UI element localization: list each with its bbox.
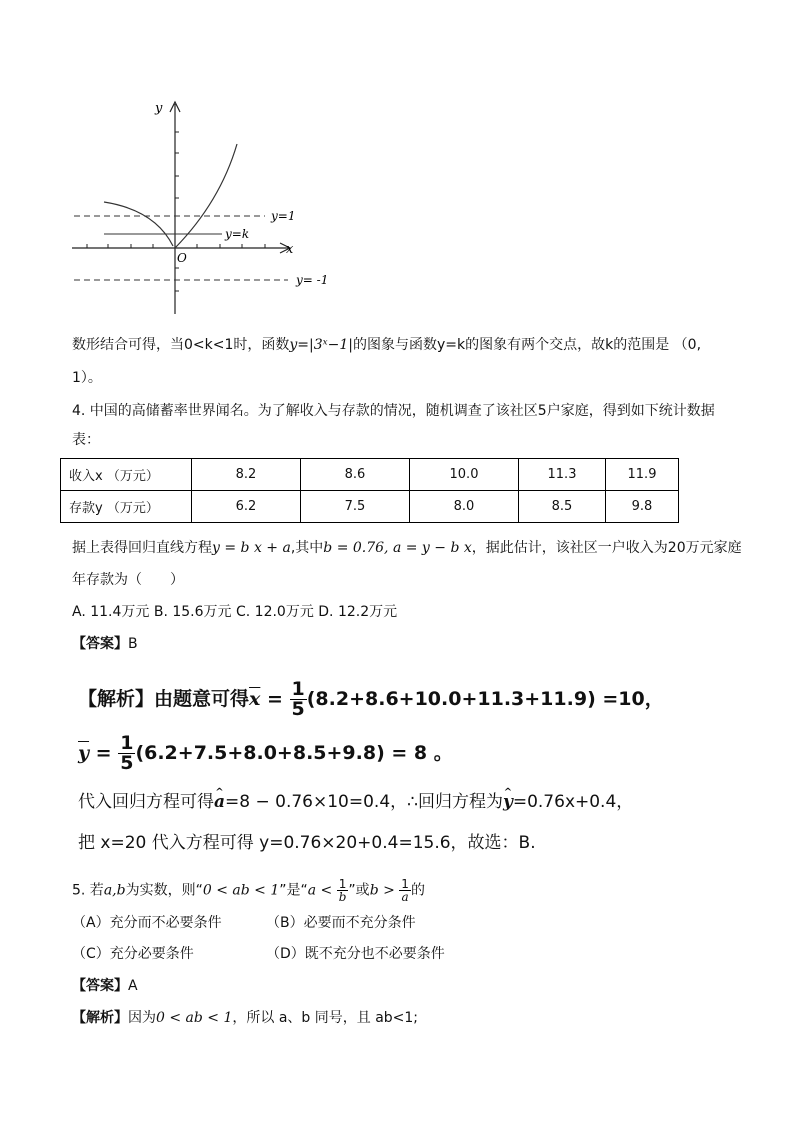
table-cell: 7.5 bbox=[301, 491, 410, 523]
q5-answer bbox=[72, 976, 138, 996]
x-bar: $\overline{x}$ bbox=[249, 688, 261, 710]
fraction-one-fifth: $\frac{1}{5}$ bbox=[291, 678, 305, 720]
q5-stem-c: 0 < ab < 1 bbox=[202, 882, 280, 899]
solution-eq-3: =8 − 0.76×10=0.4，∴回归方程为 bbox=[225, 792, 503, 812]
curve-left-branch bbox=[104, 202, 173, 246]
regression-equation: y = b x + a bbox=[212, 540, 291, 556]
q4-stem-line-2: 表： bbox=[72, 432, 100, 448]
solution-label: 【解析】 bbox=[72, 1010, 128, 1026]
table-cell: 9.8 bbox=[606, 491, 679, 523]
y-hat: ^ y bbox=[503, 792, 513, 812]
option-B: （B）必要而不充分条件 bbox=[266, 915, 416, 931]
label-y-equals-k: y=k bbox=[225, 227, 250, 241]
table-cell: 8.2 bbox=[192, 459, 301, 491]
coefficient-equation: b = 0.76, a = y − b x bbox=[323, 540, 472, 556]
answer-label: 【答案】 bbox=[72, 636, 128, 652]
q4-solution-line-4: 把 x=20 代入方程可得 y=0.76×20+0.4=15.6，故选：B. bbox=[78, 833, 536, 853]
q4-text-d: 年存款为（ ） bbox=[72, 572, 184, 588]
option-C: （C）充分必要条件 bbox=[72, 946, 194, 962]
q4-stem-line-1: 4. 中国的高储蓄率世界闻名。为了解收入与存款的情况，随机调查了该社区5户家庭，得到如下统计数据 bbox=[72, 403, 715, 419]
table-row-savings bbox=[61, 491, 679, 523]
q4-text-c: ，据此估计，该社区一户收入为20万元家庭 bbox=[471, 540, 742, 556]
q5-stem-e: a < bbox=[307, 882, 333, 899]
solution-text-3: 代入回归方程可得 bbox=[78, 792, 214, 812]
q4-answer bbox=[72, 634, 138, 654]
y-bar: $\overline{y}$ bbox=[78, 742, 90, 764]
q5-sol-b: 0 < ab < 1 bbox=[156, 1010, 233, 1026]
table-cell: 8.6 bbox=[301, 459, 410, 491]
option-A: （A）充分而不必要条件 bbox=[72, 915, 222, 931]
label-y-equals-neg1: y= -1 bbox=[296, 273, 329, 287]
q5-sol-c: ，所以 a、b 同号，且 ab<1; bbox=[232, 1010, 419, 1026]
q4-text-a: 据上表得回归直线方程 bbox=[72, 540, 212, 556]
q5-options-row-2 bbox=[72, 944, 445, 964]
q5-solution bbox=[72, 1008, 418, 1028]
table-cell: 8.0 bbox=[410, 491, 519, 523]
q5-stem-a: 5. 若 bbox=[72, 882, 104, 899]
conclusion-text-a: 数形结合可得，当0<k<1时，函数 bbox=[72, 337, 290, 353]
conclusion-text-c: 1）。 bbox=[72, 370, 102, 386]
option-D: （D）既不充分也不必要条件 bbox=[266, 946, 445, 962]
q4-regression-line bbox=[72, 538, 742, 558]
table-cell: 6.2 bbox=[192, 491, 301, 523]
q4-options: A. 11.4万元 B. 15.6万元 C. 12.0万元 D. 12.2万元 bbox=[72, 604, 398, 620]
row-label-income: 收入x （万元） bbox=[61, 459, 192, 491]
q4-solution-line-1: 【解析】由题意可得$\overline{x}$ = $\frac{1}{5}$ (8.2+8.6+10.0+11.3+11.9) =10， bbox=[78, 678, 664, 720]
fraction-1-over-b: $\frac{1}{b}$ bbox=[338, 877, 347, 904]
solution-expr-1: (8.2+8.6+10.0+11.3+11.9) =10， bbox=[306, 688, 664, 710]
table-cell: 11.3 bbox=[519, 459, 606, 491]
q5-stem-b: 为实数，则“ bbox=[125, 882, 203, 899]
q5-sol-a: 因为 bbox=[128, 1010, 156, 1026]
solution-text-1: 由题意可得 bbox=[154, 688, 250, 710]
conclusion-text-b: 的图象与函数y=k的图象有两个交点，故k的范围是 （0, bbox=[352, 337, 702, 353]
q5-stem-f: ”或 bbox=[348, 882, 370, 899]
y-axis-label: y bbox=[155, 101, 163, 116]
q4-solution-line-2: $\overline{y}$ = $\frac{1}{5}$ (6.2+7.5+8.0+8.5+9.8) = 8 。 bbox=[78, 732, 453, 774]
q5-stem-d: ”是“ bbox=[279, 882, 308, 899]
q5-options-row-1 bbox=[72, 913, 416, 933]
function-graph bbox=[60, 92, 350, 322]
q5-stem bbox=[72, 878, 425, 903]
answer-label: 【答案】 bbox=[72, 978, 128, 994]
q5-stem-ab: a,b bbox=[103, 882, 126, 899]
conclusion-line bbox=[72, 335, 701, 355]
table-row-income bbox=[61, 459, 679, 491]
solution-label: 【解析】 bbox=[78, 688, 155, 710]
stats-table bbox=[60, 458, 679, 523]
q4-solution-line-3 bbox=[78, 792, 633, 812]
table-cell: 8.5 bbox=[519, 491, 606, 523]
q5-stem-g: b > bbox=[369, 882, 395, 899]
solution-eq-3b: =0.76x+0.4， bbox=[512, 792, 634, 812]
table-cell: 11.9 bbox=[606, 459, 679, 491]
row-label-savings: 存款y （万元） bbox=[61, 491, 192, 523]
fraction-1-over-a: $\frac{1}{a}$ bbox=[401, 877, 409, 904]
q5-stem-h: 的 bbox=[410, 882, 425, 899]
conclusion-formula: y=|3ˣ−1| bbox=[289, 337, 353, 353]
table-cell: 10.0 bbox=[410, 459, 519, 491]
origin-label: O bbox=[177, 251, 187, 265]
solution-expr-2: (6.2+7.5+8.0+8.5+9.8) = 8 。 bbox=[135, 742, 453, 764]
label-y-equals-1: y=1 bbox=[271, 209, 296, 223]
a-hat: ^ a bbox=[214, 792, 225, 812]
x-axis-label: x bbox=[286, 242, 294, 257]
q4-text-b: ,其中 bbox=[290, 540, 324, 556]
answer-value: B bbox=[128, 636, 138, 652]
fraction-one-fifth: $\frac{1}{5}$ bbox=[120, 732, 134, 774]
answer-value: A bbox=[128, 978, 138, 994]
conclusion-line-2 bbox=[72, 368, 102, 388]
